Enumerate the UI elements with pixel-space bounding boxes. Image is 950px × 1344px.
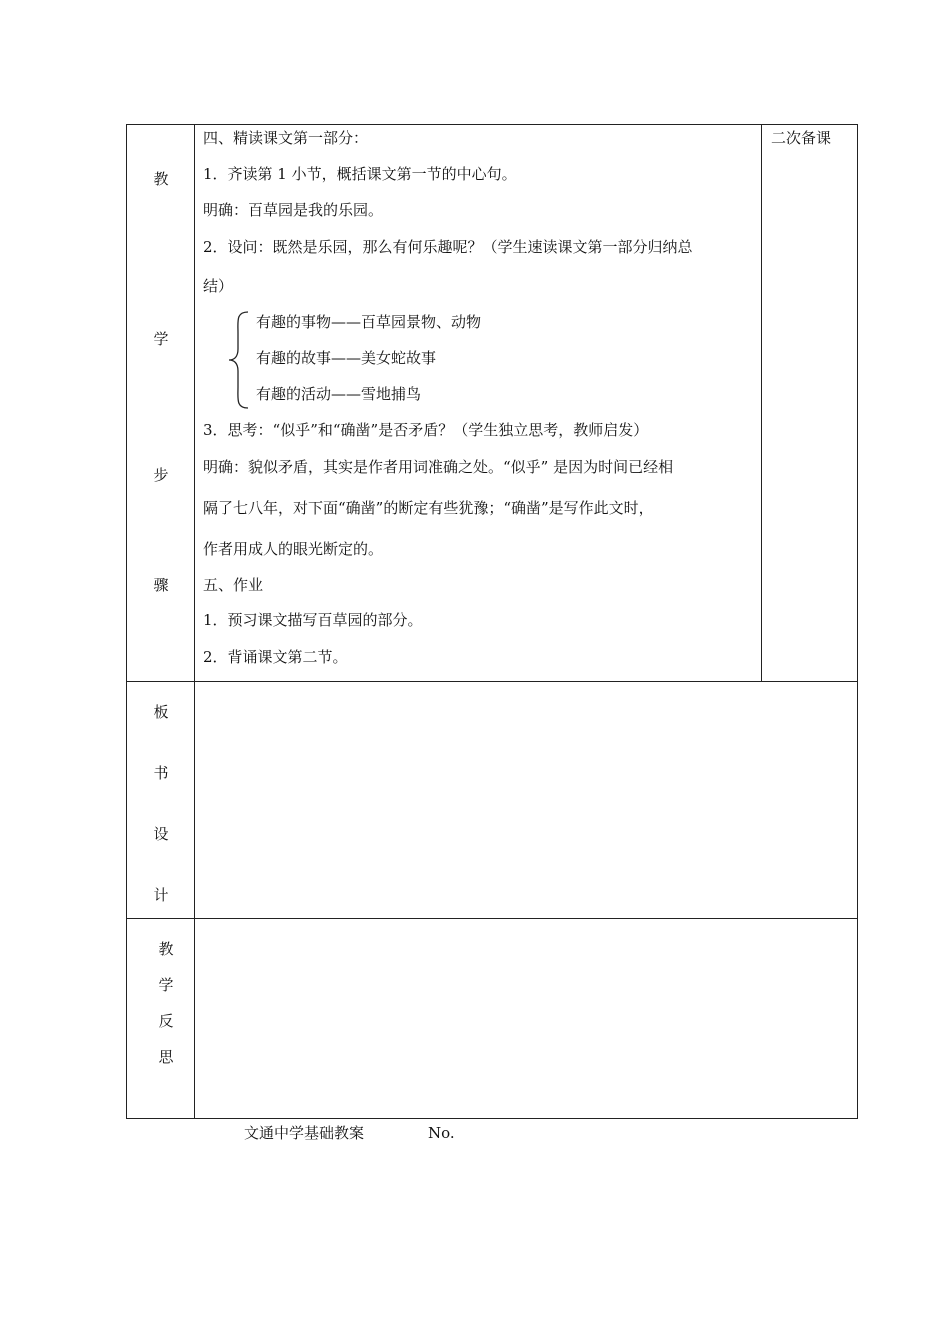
homework-item-1: 1．预习课文描写百草园的部分。 <box>203 611 423 629</box>
reflection-label-char: 反 <box>158 1012 174 1030</box>
homework-item-2: 2．背诵课文第二节。 <box>203 648 348 666</box>
section-heading-5: 五、作业 <box>203 576 264 594</box>
step-answer-1: 明确：百草园是我的乐园。 <box>203 201 384 219</box>
step-item-2-line-2: 结） <box>203 277 234 295</box>
curly-brace <box>226 309 252 411</box>
section-heading-4: 四、精读课文第一部分： <box>203 129 369 147</box>
brace-item: 有趣的事物——百草园景物、动物 <box>256 313 482 331</box>
step-answer-3-line-2: 隔了七八年，对下面“确凿”的断定有些犹豫；“确凿”是写作此文时， <box>203 499 654 517</box>
steps-label-char: 学 <box>153 330 169 348</box>
step-answer-3-line-3: 作者用成人的眼光断定的。 <box>203 540 384 558</box>
step-answer-3-line-1: 明确：貌似矛盾，其实是作者用词准确之处。“似乎” 是因为时间已经相 <box>203 458 674 476</box>
steps-label-char: 步 <box>153 466 169 484</box>
board-label-char: 计 <box>153 886 169 904</box>
step-item-2-line-1: 2．设问：既然是乐园，那么有何乐趣呢？（学生速读课文第一部分归纳总 <box>203 238 693 256</box>
row-divider-steps <box>126 681 858 682</box>
steps-label-char: 骤 <box>153 576 169 594</box>
brace-item: 有趣的故事——美女蛇故事 <box>256 349 437 367</box>
reflection-label-char: 思 <box>158 1048 174 1066</box>
secondary-prep-column-divider <box>761 124 762 682</box>
step-item-1: 1．齐读第 1 小节，概括课文第一节的中心句。 <box>203 165 517 183</box>
reflection-label-char: 学 <box>158 976 174 994</box>
label-column-divider <box>194 124 195 1119</box>
secondary-prep-label: 二次备课 <box>771 129 832 147</box>
board-label-char: 书 <box>153 764 169 782</box>
row-divider-board <box>126 918 858 919</box>
board-label-char: 板 <box>153 703 169 721</box>
step-item-3: 3．思考：“似乎”和“确凿”是否矛盾？（学生独立思考，教师启发） <box>203 421 649 439</box>
footer-school-text: 文通中学基础教案 <box>244 1124 365 1142</box>
brace-item: 有趣的活动——雪地捕鸟 <box>256 385 422 403</box>
reflection-label-char: 教 <box>158 940 174 958</box>
steps-label-char: 教 <box>153 170 169 188</box>
board-label-char: 设 <box>153 825 169 843</box>
footer-number-label: No. <box>428 1124 455 1142</box>
